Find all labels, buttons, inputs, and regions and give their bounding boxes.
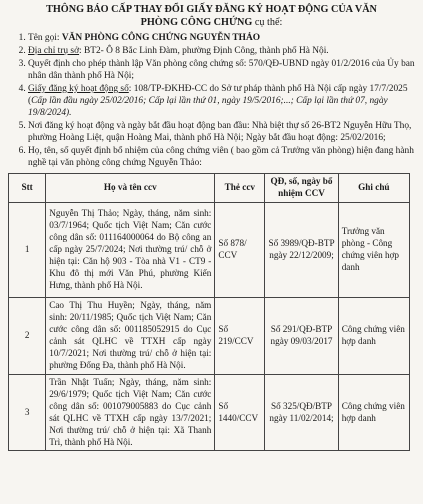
cell-note: Công chứng viên hợp danh [338, 297, 409, 374]
cell-decision: Số 291/QĐ-BTP ngày 09/03/2017 [265, 297, 338, 374]
title-line-1: THÔNG BÁO CẤP THAY ĐỔI GIẤY ĐĂNG KÝ HOẠT ĐỘNG CỦA VĂN [46, 4, 377, 15]
office-name: VĂN PHÒNG CÔNG CHỨNG NGUYỄN THẢO [61, 32, 261, 43]
item-label: Tên gọi: [28, 32, 62, 43]
table-row [9, 202, 410, 297]
list-item-decision [28, 58, 415, 82]
cell-stt: 2 [9, 297, 46, 374]
item-text: Họ, tên, số quyết định bổ nhiệm của công chứng viên ( bao gồm cả Trưởng văn phòng) hiện đang hành nghề tại văn phòng công chứng Nguyễn Thảo: [28, 145, 414, 168]
cell-name: Trần Nhật Tuấn; Ngày, tháng, năm sinh: 29/6/1979; Quốc tịch Việt Nam; Căn cước công dân số: 001079005883 do Cục cảnh sát QLHC về TTXH cấp ngày 13/7/2021; Nơi thường trú/ chỗ ở hiện tại: Xã Thanh Trì, thành phố Hà Nội. [46, 374, 215, 451]
list-item-notaries [28, 145, 415, 169]
info-list [8, 32, 415, 169]
title-line-2-rest: cụ thể: [252, 16, 283, 28]
cell-decision: Số 325/QĐ/BTP ngày 11/02/2014; [265, 374, 338, 451]
cell-card: Số 219/CCV [215, 297, 265, 374]
list-item-location [28, 120, 415, 144]
table-row [9, 297, 410, 374]
cell-decision: Số 3989/QĐ-BTP ngày 22/12/2009; [265, 202, 338, 297]
table-row [9, 374, 410, 451]
notary-table [8, 173, 410, 452]
cell-card: Số 878/ CCV [215, 202, 265, 297]
cell-stt: 3 [9, 374, 46, 451]
item-text: Quyết định cho phép thành lập Văn phòng công chứng số: 570/QĐ-UBND ngày 01/2/2016 của Ủy ban nhân dân thành phố Hà Nội; [28, 58, 415, 81]
item-text: Nơi đăng ký hoạt động và ngày bắt đầu hoạt động ban đầu: Nhà biệt thự số 26-BT2 Nguyễn Hữu Thọ, phường Hoàng Liệt, quận Hoàng Mai, thành phố Hà Nội; Ngày bắt đầu hoạt động: 25/02/2016; [28, 120, 412, 143]
cell-stt: 1 [9, 202, 46, 297]
list-item-address [28, 45, 415, 57]
cell-card: Số 1440/CCV [215, 374, 265, 451]
table-header-row [9, 173, 410, 202]
header-name: Họ và tên ccv [46, 173, 215, 202]
document-title [8, 4, 415, 30]
header-note: Ghi chú [338, 173, 409, 202]
title-line-2: PHÒNG CÔNG CHỨNG [140, 16, 253, 28]
header-decision: QĐ, số, ngày bổ nhiệm CCV [265, 173, 338, 202]
item-italic: Cấp lần đầu ngày 25/02/2016; Cấp lại lần thứ 01, ngày 19/5/2016;...; Cấp lại lần thứ 07, ngày 19/8/2024). [28, 95, 388, 118]
cell-name: Cao Thị Thu Huyền; Ngày, tháng, năm sinh: 20/11/1985; Quốc tịch Việt Nam; Căn cước công dân số: 001185052915 do Cục cảnh sát QLHC về TTXH cấp ngày 10/7/2021; Nơi thường trú/ chỗ ở hiện tại: phường Đống Đa, thành phố Hà Nội. [46, 297, 215, 374]
item-value: : 108/TP-ĐKHĐ-CC do Sở tư pháp thành phố Hà Nội cấp ngày 17/7/2025 ( [28, 83, 408, 106]
cell-name: Nguyễn Thị Thảo; Ngày, tháng, năm sinh: 03/7/1964; Quốc tịch Việt Nam; Căn cước công dân số: 011164000064 do Bộ công an cấp ngày 25/7/2024; Nơi thường trú/ chỗ ở hiện tại: Căn hộ 903 - Tòa nhà V1 - CT9 - Khu đô thị mới Văn Phú, phường Kiến Hưng, thành phố Hà Nội. [46, 202, 215, 297]
cell-note: Công chứng viên hợp danh [338, 374, 409, 451]
item-label: Địa chỉ trụ sở [28, 45, 80, 56]
cell-note: Trưởng văn phòng - Công chứng viên hợp danh [338, 202, 409, 297]
item-label: Giấy đăng ký hoạt động số [28, 83, 129, 94]
item-value: : BT2- Ô 8 Bắc Linh Đàm, phường Định Công, thành phố Hà Nội. [79, 45, 329, 56]
list-item-name [28, 32, 415, 44]
header-card: Thẻ ccv [215, 173, 265, 202]
header-stt: Stt [9, 173, 46, 202]
list-item-registration [28, 83, 415, 119]
